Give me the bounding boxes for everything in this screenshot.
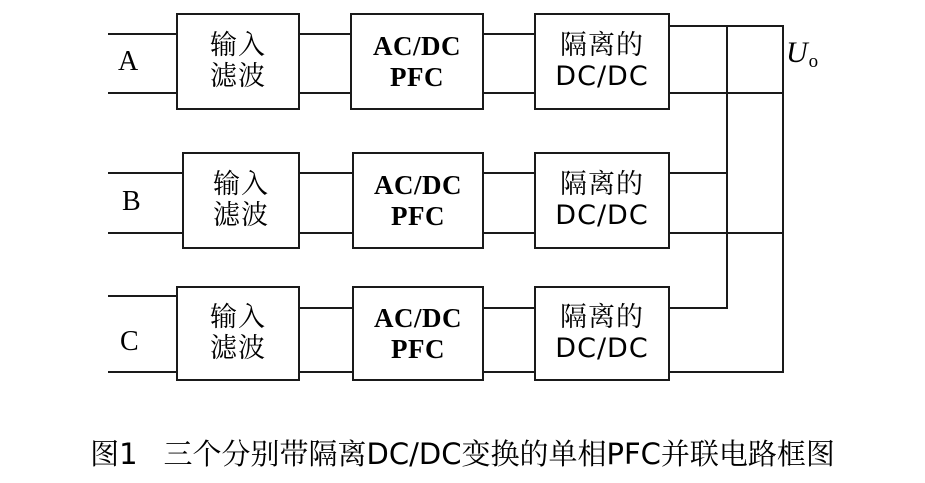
figure-caption-text: 三个分别带隔离DC/DC变换的单相PFC并联电路框图: [163, 437, 835, 471]
block-b-acdc-pfc: [352, 152, 484, 249]
output-voltage-symbol: U: [786, 36, 808, 69]
figure-caption: [0, 432, 925, 473]
wire-b-filter-pfc-top: [300, 172, 352, 174]
wire-b-out-top: [670, 172, 728, 174]
block-b-input-filter-line1: 输入: [213, 169, 269, 201]
block-a-acdc-pfc-line1: AC/DC: [373, 31, 461, 62]
wire-output-terminal-positive: [782, 25, 784, 93]
wire-b-pfc-dcdc-bottom: [484, 232, 534, 234]
wire-c-in-bottom: [108, 371, 176, 373]
block-c-isolated-dcdc: [534, 286, 670, 381]
block-a-input-filter: [176, 13, 300, 110]
block-a-acdc-pfc-line2: PFC: [390, 61, 444, 92]
wire-a-in-top: [108, 33, 176, 35]
phase-label-c: C: [120, 326, 139, 357]
output-bus-negative: [782, 92, 784, 373]
wire-a-filter-pfc-top: [300, 33, 350, 35]
block-b-isolated-dcdc-line2: DC/DC: [555, 199, 649, 231]
block-a-isolated-dcdc-line2: DC/DC: [555, 60, 649, 92]
block-b-isolated-dcdc-line1: 隔离的: [560, 169, 644, 201]
wire-c-in-top: [108, 295, 176, 297]
output-voltage-subscript: o: [808, 51, 819, 72]
wire-a-out-top: [670, 25, 728, 27]
block-a-isolated-dcdc: [534, 13, 670, 110]
phase-label-b: B: [122, 186, 141, 217]
block-c-isolated-dcdc-line1: 隔离的: [560, 302, 644, 334]
block-b-acdc-pfc-line1: AC/DC: [374, 170, 462, 201]
block-a-input-filter-line1: 输入: [210, 30, 266, 62]
block-c-acdc-pfc-line1: AC/DC: [374, 303, 462, 334]
output-bus-positive: [726, 25, 728, 309]
block-c-acdc-pfc-line2: PFC: [391, 333, 445, 364]
wire-b-in-top: [108, 172, 182, 174]
block-a-input-filter-line2: 滤波: [210, 60, 266, 92]
wire-b-pfc-dcdc-top: [484, 172, 534, 174]
wire-c-pfc-dcdc-top: [484, 307, 534, 309]
wire-b-in-bottom: [108, 232, 182, 234]
block-a-isolated-dcdc-line1: 隔离的: [560, 30, 644, 62]
figure-caption-index: 图1: [90, 437, 138, 471]
wire-c-out-bottom: [670, 371, 784, 373]
phase-label-a: A: [118, 46, 139, 77]
wire-c-filter-pfc-top: [300, 307, 352, 309]
block-c-input-filter: [176, 286, 300, 381]
wire-b-filter-pfc-bottom: [300, 232, 352, 234]
wire-a-pfc-dcdc-bottom: [484, 92, 534, 94]
wire-a-in-bottom: [108, 92, 176, 94]
block-c-input-filter-line2: 滤波: [210, 332, 266, 364]
block-c-isolated-dcdc-line2: DC/DC: [555, 332, 649, 364]
wire-c-out-top: [670, 307, 728, 309]
block-b-input-filter-line2: 滤波: [213, 199, 269, 231]
block-c-input-filter-line1: 输入: [210, 302, 266, 334]
wire-c-filter-pfc-bottom: [300, 371, 352, 373]
wire-output-top-run: [726, 25, 784, 27]
wire-c-pfc-dcdc-bottom: [484, 371, 534, 373]
block-a-acdc-pfc: [350, 13, 484, 110]
block-b-input-filter: [182, 152, 300, 249]
block-b-acdc-pfc-line2: PFC: [391, 200, 445, 231]
output-voltage-label: [786, 36, 817, 70]
block-c-acdc-pfc: [352, 286, 484, 381]
wire-a-filter-pfc-bottom: [300, 92, 350, 94]
block-b-isolated-dcdc: [534, 152, 670, 249]
wire-a-pfc-dcdc-top: [484, 33, 534, 35]
